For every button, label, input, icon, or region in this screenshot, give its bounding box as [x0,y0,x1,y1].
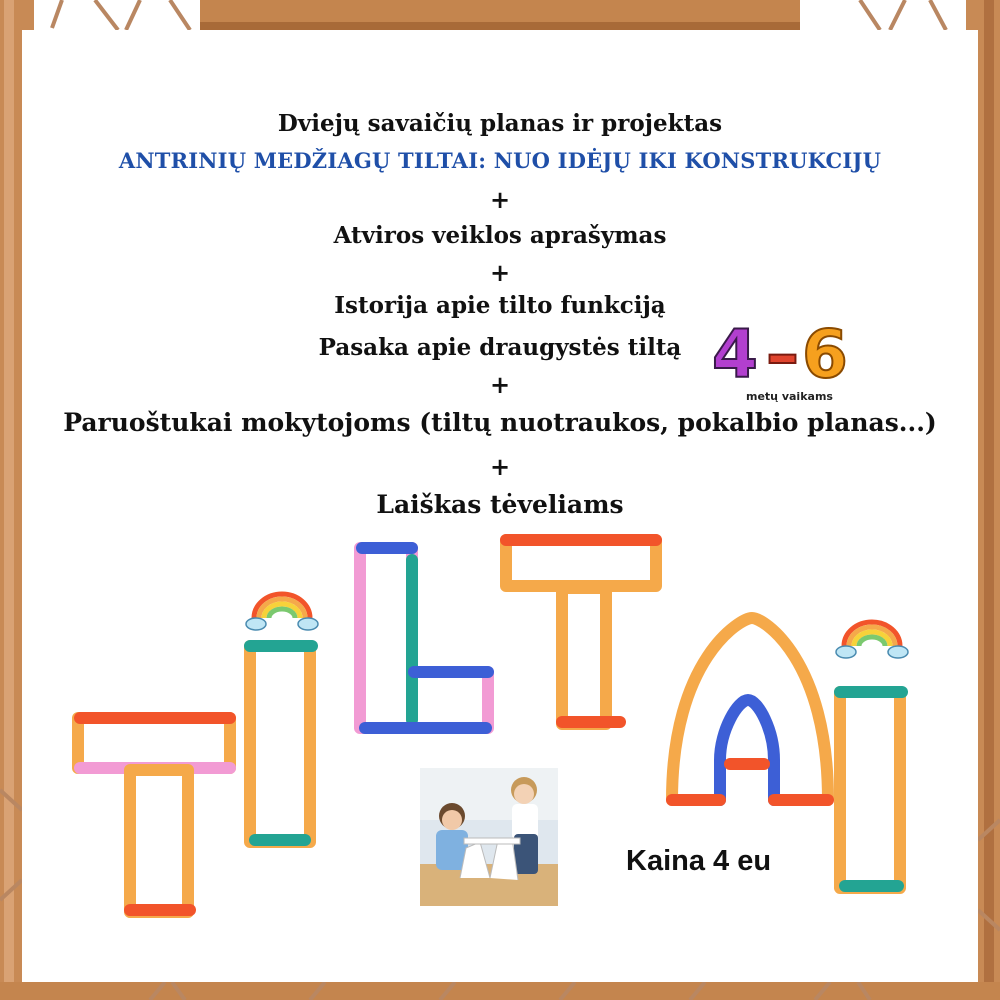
age-from: 4 [712,316,758,393]
item-fairytale: Pasaka apie draugystės tiltą [318,334,682,361]
item-teacher-materials: Paruoštukai mokytojoms (tiltų nuotraukos, pokalbio planas...) [63,408,937,437]
plus-separator: + [489,185,511,214]
age-to: 6 [802,316,848,393]
item-open-activity: Atviros veiklos aprašymas [333,222,667,249]
letter-t-left [78,718,230,912]
rainbow-icon [836,622,908,658]
item-parent-letter: Laiškas tėveliams [376,490,624,519]
price-label: Kaina 4 eu [626,845,772,877]
subtitle-plan: Dviejų savaičių planas ir projektas [277,110,723,137]
item-story: Istorija apie tilto funkciją [334,292,666,319]
letter-a [672,618,828,800]
letter-l [360,548,488,728]
letter-i-left [250,646,312,842]
letter-t-middle [506,540,656,724]
plus-separator: + [489,452,511,481]
plus-separator: + [489,258,511,287]
age-caption: metų vaikams [746,390,833,403]
rainbow-icon [246,594,318,630]
project-title: ANTRINIŲ MEDŽIAGŲ TILTAI: NUO IDĖJŲ IKI KONSTRUKCIJŲ [118,148,882,173]
plus-separator: + [489,370,511,399]
letter-i-right [840,692,902,888]
children-building-photo [420,768,558,906]
age-dash: – [766,316,799,393]
